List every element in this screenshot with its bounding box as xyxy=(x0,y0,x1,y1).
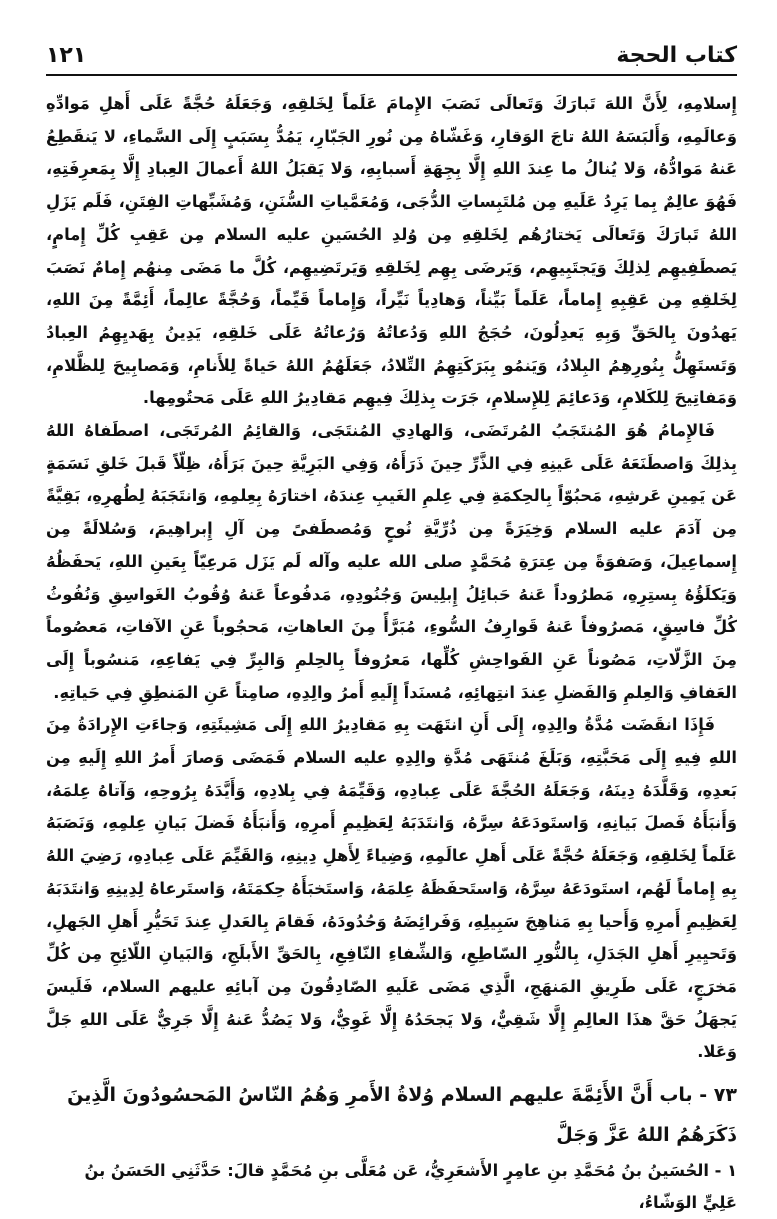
header-rule xyxy=(46,74,737,76)
paragraph-3: فَإِذَا انقَضَت مُدَّةُ والِدِهِ، إِلَى أَنِ انتَهَت بِهِ مَقادِيرُ اللهِ إِلَى مَشِيئَتِهِ، وَجاءَتِ الإِرادَةُ مِنَ اللهِ فِيهِ إِلَى مَحَبَّتِهِ، وَبَلَغَ مُنتَهَى مُدَّةِ والِدِهِ عليه السلام فَمَضَى وَصارَ أَمرُ اللهِ إِلَيهِ مِن بَعدِهِ، وَقَلَّدَهُ دِينَهُ، وَجَعَلَهُ الحُجَّةَ عَلَى عِبادِهِ، وَقَيِّمَهُ فِي بِلادِهِ، وَأَيَّدَهُ بِرُوحِهِ، وَآتاهُ عِلمَهُ، وَأَنبَأَهُ فَصلَ بَيانِهِ، وَاستَودَعَهُ سِرَّهُ، وَانتَدَبَهُ لِعَظِيمِ أَمرِهِ، وَأَنبَأَهُ فَضلَ بَيانِ عِلمِهِ، وَنَصَبَهُ عَلَماً لِخَلقِهِ، وَجَعَلَهُ حُجَّةً عَلَى أَهلِ عالَمِهِ، وَضِياءً لِأَهلِ دِينِهِ، وَالقَيِّمَ عَلَى عِبادِهِ، رَضِيَ اللهُ بِهِ إِماماً لَهُم، استَودَعَهُ سِرَّهُ، وَاستَحفَظَهُ عِلمَهُ، وَاستَخبَأَهُ حِكمَتَهُ، وَاستَرعاهُ لِدِينِهِ وَانتَدَبَهُ لِعَظِيمِ أَمرِهِ وَأَحيا بِهِ مَناهِجَ سَبِيلِهِ، وَفَرائِضَهُ وَحُدُودَهُ، فَقامَ بِالعَدلِ عِندَ تَحَيُّرِ أَهلِ الجَهلِ، وَتَحيِيرِ أَهلِ الجَدَلِ، بِالنُّورِ السّاطِعِ، وَالشِّفاءِ النّافِعِ، بِالحَقِّ الأَبلَجِ، وَالبَيانِ اللّائِحِ مِن كُلِّ مَخرَجٍ، عَلَى طَرِيقِ المَنهَجِ، الَّذِي مَضَى عَلَيهِ الصّادِقُونَ مِن آبائِهِ عليهم السلام، فَلَيسَ يَجهَلُ حَقَّ هذَا العالِمِ إِلَّا شَقِيٌّ، وَلا يَجحَدُهُ إِلَّا غَوِيٌّ، وَلا يَصُدُّ عَنهُ إِلَّا جَرِيٌّ عَلَى اللهِ جَلَّ وَعَلا. xyxy=(46,715,737,1062)
hadith-chain: ١ - الحُسَينُ بنُ مُحَمَّدِ بنِ عامِرٍ الأَشعَرِيُّ، عَن مُعَلَّى بنِ مُحَمَّدٍ قالَ: حَدَّثَنِي الحَسَنُ بنُ عَلِيٍّ الوَشّاءُ، xyxy=(84,1161,737,1213)
body-text xyxy=(46,88,737,1069)
page-number: ١٢١ xyxy=(46,43,87,68)
book-title: كتاب الحجة xyxy=(616,43,737,68)
paragraph-2: فَالإِمامُ هُوَ المُنتَجَبُ المُرتَضَى، وَالهادِي المُنتَجَى، وَالقائِمُ المُرتَجَى، اصطَفاهُ اللهُ بِذلِكَ وَاصطَنَعَهُ عَلَى عَينِهِ فِي الذَّرِّ حِينَ ذَرَأَهُ، وَفِي البَرِيَّةِ حِينَ بَرَأَهُ، ظِلّاً قَبلَ خَلقِ نَسَمَةٍ عَن يَمِينِ عَرشِهِ، مَحبُوّاً بِالحِكمَةِ فِي عِلمِ الغَيبِ عِندَهُ، اختارَهُ بِعِلمِهِ، وَانتَجَبَهُ لِطُهرِهِ، بَقِيَّةً مِن آدَمَ عليه السلام وَخِيَرَةً مِن ذُرِّيَّةِ نُوحٍ وَمُصطَفىً مِن آلِ إِبراهِيمَ، وَسُلالَةً مِن إِسماعِيلَ، وَصَفوَةً مِن عِترَةِ مُحَمَّدٍ صلى الله عليه وآله لَم يَزَل مَرعِيّاً بِعَينِ اللهِ، يَحفَظُهُ وَيَكلَؤُهُ بِستِرِهِ، مَطرُوداً عَنهُ حَبائِلُ إِبلِيسَ وَجُنُودِهِ، مَدفُوعاً عَنهُ وُقُوبُ الغَواسِقِ وَنُفُوثُ كُلِّ فاسِقٍ، مَصرُوفاً عَنهُ قَوارِفُ السُّوءِ، مُبَرَّأً مِنَ العاهاتِ، مَحجُوباً عَنِ الآفاتِ، مَعصُوماً مِنَ الزَّلّاتِ، مَصُوناً عَنِ الفَواحِشِ كُلِّها، مَعرُوفاً بِالحِلمِ وَالبِرِّ فِي يَفاعِهِ، مَنسُوباً إِلَى العَفافِ وَالعِلمِ وَالفَضلِ عِندَ انتِهائِهِ، مُسنَداً إِلَيهِ أَمرُ والِدِهِ، صامِتاً عَنِ المَنطِقِ فِي حَياتِهِ. xyxy=(46,421,737,702)
paragraph-1: إِسلامِهِ، لِأَنَّ اللهَ تَبارَكَ وَتَعالَى نَصَبَ الإِمامَ عَلَماً لِخَلقِهِ، وَجَعَلَهُ حُجَّةً عَلَى أَهلِ مَوادِّهِ وَعالَمِهِ، وَأَلبَسَهُ اللهُ تاجَ الوَقارِ، وَغَشّاهُ مِن نُورِ الجَبّارِ، يَمُدُّ بِسَبَبٍ إِلَى السَّماءِ، لا يَنقَطِعُ عَنهُ مَوادُّهُ، وَلا يُنالُ ما عِندَ اللهِ إِلَّا بِجِهَةِ أَسبابِهِ، وَلا يَقبَلُ اللهُ أَعمالَ العِبادِ إِلَّا بِمَعرِفَتِهِ، فَهُوَ عالِمٌ بِما يَرِدُ عَلَيهِ مِن مُلتَبِساتِ الدُّجَى، وَمُعَمَّياتِ السُّنَنِ، وَمُشَبِّهاتِ الفِتَنِ، فَلَم يَزَلِ اللهُ تَبارَكَ وَتَعالَى يَختارُهُم لِخَلقِهِ مِن وُلدِ الحُسَينِ عليه السلام مِن عَقِبِ كُلِّ إِمامٍ، يَصطَفِيهِم لِذلِكَ وَيَجتَبِيهِم، وَيَرضَى بِهِم لِخَلقِهِ وَيَرتَضِيهِم، كُلَّ ما مَضَى مِنهُم إِمامٌ نَصَبَ لِخَلقِهِ مِن عَقِبِهِ إِماماً، عَلَماً بَيِّناً، وَهادِياً نَيِّراً، وَإِماماً قَيِّماً، وَحُجَّةً عالِماً، أَئِمَّةً مِنَ اللهِ، يَهدُونَ بِالحَقِّ وَبِهِ يَعدِلُونَ، حُجَجُ اللهِ وَدُعاتُهُ وَرُعاتُهُ عَلَى خَلقِهِ، يَدِينُ بِهَديِهِمُ العِبادُ وَتَستَهِلُّ بِنُورِهِمُ البِلادُ، وَيَنمُو بِبَرَكَتِهِمُ التِّلادُ، جَعَلَهُمُ اللهُ حَياةً لِلأَنامِ، وَمَصابِيحَ لِلظَّلامِ، وَمَفاتِيحَ لِلكَلامِ، وَدَعائِمَ لِلإِسلامِ، جَرَت بِذلِكَ فِيهِم مَقادِيرُ اللهِ عَلَى مَحتُومِها. xyxy=(46,94,737,408)
page-header xyxy=(46,34,737,68)
section-heading: ٧٣ - باب أَنَّ الأَئِمَّةَ عليهم السلام وُلاةُ الأَمرِ وَهُمُ النّاسُ المَحسُودُونَ الَّذِينَ ذَكَرَهُمُ اللهُ عَزَّ وَجَلَّ xyxy=(67,1084,737,1147)
